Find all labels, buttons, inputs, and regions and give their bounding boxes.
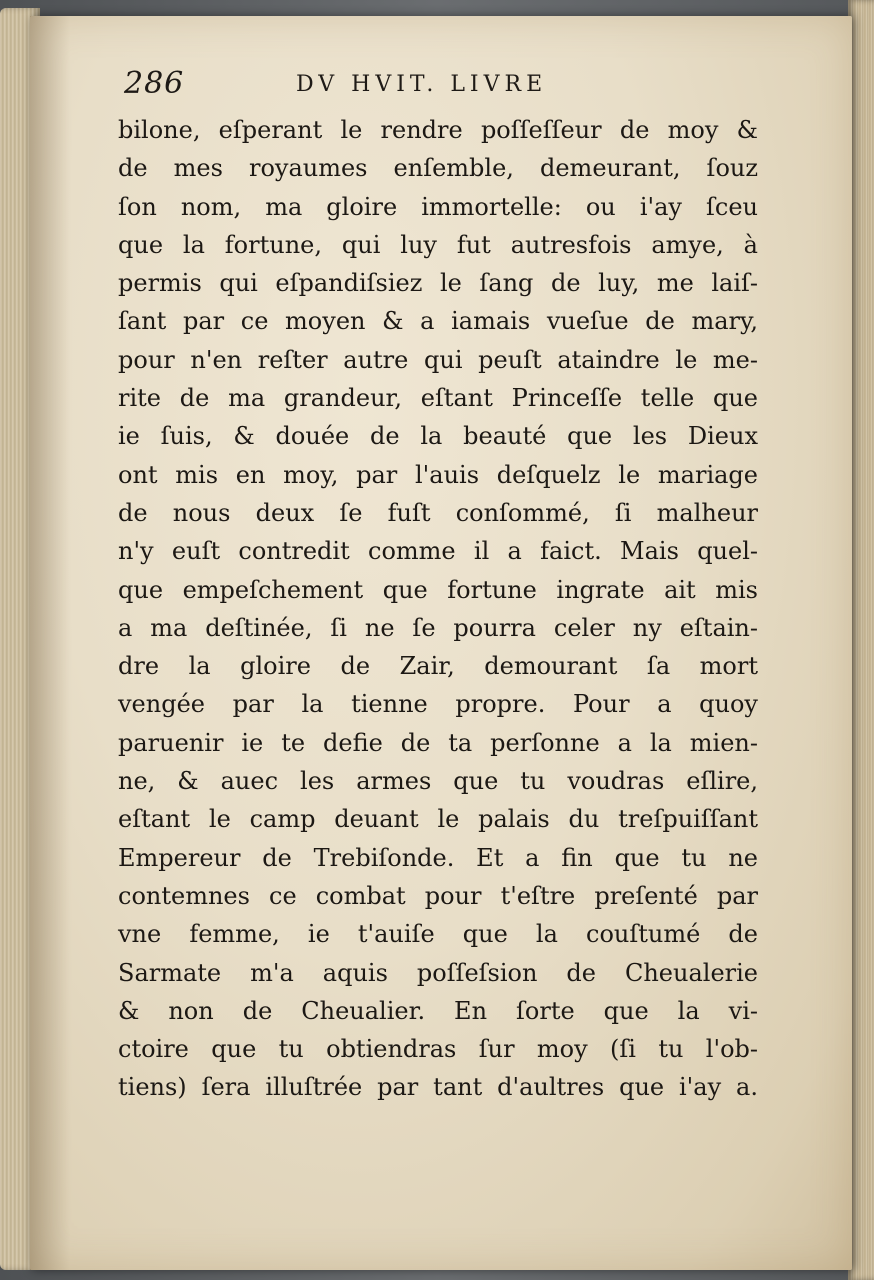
text-line: Empereur de Trebiſonde. Et a fin que tu ne (118, 843, 758, 872)
text-line: pour n'en reſter autre qui peuſt ataindre le me- (118, 345, 758, 374)
text-line: de nous deux ſe fuſt conſommé, ſi malheur (118, 498, 758, 527)
text-line: vne femme, ie t'auiſe que la couſtumé de (118, 920, 758, 949)
text-line: ont mis en moy, par l'auis deſquelz le mariage (118, 460, 758, 489)
text-line: ctoire que tu obtiendras ſur moy (ſi tu l'ob- (118, 1035, 758, 1064)
text-line: de mes royaumes enſemble, demeurant, ſouz (118, 154, 758, 183)
text-line: ſon nom, ma gloire immortelle: ou i'ay ſceu (118, 192, 758, 221)
text-line: tiens) ſera illuſtrée par tant d'aultres que i'ay a. (118, 1073, 758, 1102)
text-line: ſant par ce moyen & a iamais vueſue de mary, (118, 307, 758, 336)
text-line: & non de Cheualier. En ſorte que la vi- (118, 996, 758, 1025)
text-line: paruenir ie te defie de ta perſonne a la mien- (118, 728, 758, 757)
gutter-shadow (30, 16, 70, 1270)
text-line: permis qui eſpandiſsiez le ſang de luy, me laiſ- (118, 269, 758, 298)
text-line: dre la gloire de Zair, demourant ſa mort (118, 652, 758, 681)
text-line: que la fortune, qui luy fut autresfois amye, à (118, 230, 758, 259)
text-line: a ma deſtinée, ſi ne ſe pourra celer ny eſtain- (118, 613, 758, 642)
text-line: vengée par la tienne propre. Pour a quoy (118, 690, 758, 719)
text-line: ne, & auec les armes que tu voudras eſlire, (118, 767, 758, 796)
text-line: eſtant le camp deuant le palais du treſpuiſſant (118, 805, 758, 834)
body-text (118, 111, 758, 1107)
text-line: rite de ma grandeur, eſtant Princeſſe telle que (118, 384, 758, 413)
text-line: contemnes ce combat pour t'eſtre preſenté par (118, 881, 758, 910)
page-number: 286 (124, 66, 185, 101)
page-header (124, 66, 764, 110)
text-line: bilone, eſperant le rendre poſſeſſeur de moy & (118, 116, 758, 144)
text-line: que empeſchement que fortune ingrate ait mis (118, 575, 758, 604)
text-line: ie ſuis, & douée de la beauté que les Dieux (118, 422, 758, 451)
text-line: n'y euſt contredit comme il a faict. Mais quel- (118, 537, 758, 566)
text-line: Sarmate m'a aquis poſſeſsion de Cheualerie (118, 958, 758, 987)
running-head: DV HVIT. LIVRE (296, 72, 548, 97)
